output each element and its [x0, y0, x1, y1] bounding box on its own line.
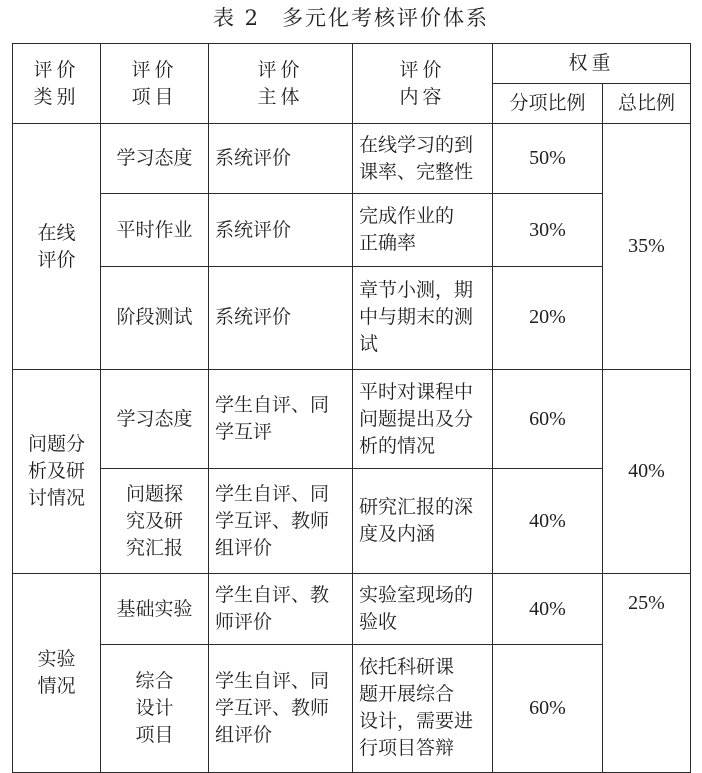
content-cell: 平时对课程中 问题提出及分 析的情况	[353, 369, 493, 468]
total-ratio-cell: 25%	[603, 574, 691, 773]
evaluation-table	[12, 43, 691, 773]
sub-ratio-cell: 60%	[493, 369, 603, 468]
table-title: 多元化考核评价体系	[282, 6, 490, 30]
table-row	[13, 266, 691, 369]
header-content: 评价 内容	[353, 44, 493, 124]
subject-cell: 学生自评、同 学互评	[209, 369, 353, 468]
item-cell: 阶段测试	[101, 266, 209, 369]
content-cell: 在线学习的到 课率、完整性	[353, 124, 493, 194]
table-row	[13, 194, 691, 266]
table-row	[13, 469, 691, 574]
table-row	[13, 124, 691, 194]
item-cell: 平时作业	[101, 194, 209, 266]
header-sub-ratio: 分项比例	[493, 84, 603, 124]
sub-ratio-cell: 20%	[493, 266, 603, 369]
header-row-1	[13, 44, 691, 84]
item-cell: 学习态度	[101, 124, 209, 194]
header-item: 评价 项目	[101, 44, 209, 124]
table-row	[13, 644, 691, 772]
subject-cell: 学生自评、同 学互评、教师 组评价	[209, 644, 353, 772]
subject-cell: 系统评价	[209, 124, 353, 194]
table-row	[13, 369, 691, 468]
category-cell: 实验 情况	[13, 574, 101, 773]
header-category: 评价 类别	[13, 44, 101, 124]
table-caption	[0, 4, 702, 32]
item-cell: 问题探 究及研 究汇报	[101, 469, 209, 574]
category-cell: 问题分 析及研 讨情况	[13, 369, 101, 574]
item-cell: 综合 设计 项目	[101, 644, 209, 772]
content-cell: 研究汇报的深 度及内涵	[353, 469, 493, 574]
content-cell: 完成作业的 正确率	[353, 194, 493, 266]
sub-ratio-cell: 40%	[493, 574, 603, 644]
content-cell: 依托科研课 题开展综合 设计，需要进 行项目答辩	[353, 644, 493, 772]
header-total-ratio: 总比例	[603, 84, 691, 124]
header-weight: 权重	[493, 44, 691, 84]
sub-ratio-cell: 60%	[493, 644, 603, 772]
sub-ratio-cell: 30%	[493, 194, 603, 266]
sub-ratio-cell: 50%	[493, 124, 603, 194]
subject-cell: 系统评价	[209, 266, 353, 369]
table-number: 表 2	[212, 6, 261, 30]
subject-cell: 学生自评、同 学互评、教师 组评价	[209, 469, 353, 574]
total-ratio-cell: 40%	[603, 369, 691, 574]
subject-cell: 学生自评、教 师评价	[209, 574, 353, 644]
subject-cell: 系统评价	[209, 194, 353, 266]
sub-ratio-cell: 40%	[493, 469, 603, 574]
content-cell: 实验室现场的 验收	[353, 574, 493, 644]
item-cell: 学习态度	[101, 369, 209, 468]
category-cell: 在线 评价	[13, 124, 101, 370]
table-row	[13, 574, 691, 644]
item-cell: 基础实验	[101, 574, 209, 644]
total-ratio-cell: 35%	[603, 124, 691, 370]
header-subject: 评价 主体	[209, 44, 353, 124]
content-cell: 章节小测，期 中与期末的测 试	[353, 266, 493, 369]
